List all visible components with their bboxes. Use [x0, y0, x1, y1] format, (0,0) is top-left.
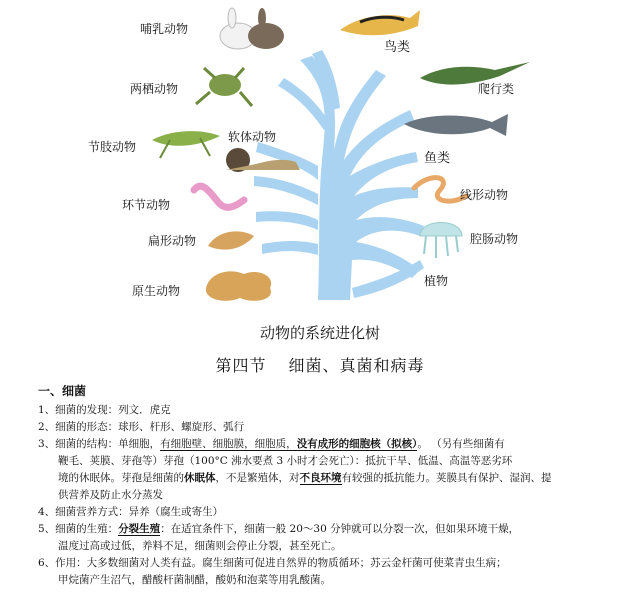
bird-illustration — [340, 10, 420, 35]
spore-text-3: 有较强的抵抗能力。荚膜具有保护、湿润、提 — [341, 472, 552, 484]
line-structure-cont2 — [38, 470, 628, 487]
label-flatworms: 扁形动物 — [148, 234, 197, 248]
line-structure — [38, 436, 628, 453]
label-fish: 鱼类 — [424, 151, 451, 166]
line-structure-cont1: 鞭毛、荚膜、芽孢等）芽孢（100°C 沸水要煮 3 小时才会死亡）：抵抗干旱、低温、高温等恶劣环 — [58, 455, 513, 467]
structure-extra: 。 （另有些细菌有 — [417, 438, 505, 450]
evolution-tree-trunk — [254, 50, 424, 300]
section-heading — [0, 353, 640, 376]
structure-parts: 有细胞壁、细胞膜，细胞质， — [160, 438, 297, 450]
label-plants: 植物 — [424, 274, 449, 288]
spore-dormant: 休眠体 — [184, 472, 216, 484]
amoeba-illustration — [206, 271, 271, 300]
spore-text-2: ，不是繁殖体，对 — [215, 472, 300, 484]
structure-intro: 3、细菌的结构：单细胞， — [38, 438, 161, 450]
line-role-cont: 甲烷菌产生沼气，醋酸杆菌制醋，酸奶和泡菜等用乳酸菌。 — [58, 574, 331, 586]
line-role: 6、作用：大多数细菌对人类有益。腐生细菌可促进自然界的物质循环；苏云金杆菌可使菜青虫生病； — [38, 557, 507, 569]
spore-text-1: 境的休眠体。芽孢是细菌的 — [58, 472, 184, 484]
reproduction-detail: ：在适宜条件下，细菌一般 20～30 分钟就可以分裂一次，但如果环境干燥， — [160, 523, 520, 535]
grasshopper-illustration — [152, 131, 220, 158]
label-annelids: 环节动物 — [122, 198, 171, 212]
subsection-heading: 一、细菌 — [38, 384, 87, 398]
flatworm-illustration — [208, 231, 254, 249]
reproduction-intro: 5、细菌的生殖： — [38, 523, 119, 535]
line-nutrition: 4、细菌营养方式：异养（腐生或寄生） — [38, 506, 224, 518]
section-title-text: 细菌、真菌和病毒 — [288, 356, 425, 375]
label-reptiles: 爬行类 — [478, 82, 515, 96]
label-amphibians: 两栖动物 — [130, 82, 179, 96]
tree-caption: 动物的系统进化树 — [259, 324, 380, 342]
label-protozoa: 原生动物 — [132, 284, 181, 298]
rabbit-illustration — [220, 8, 284, 49]
frog-illustration — [196, 68, 252, 106]
jellyfish-illustration — [420, 223, 462, 259]
structure-nucleoid: 没有成形的细胞核（拟核） — [296, 438, 418, 450]
label-mollusks: 软体动物 — [228, 130, 277, 144]
label-mammals: 哺乳动物 — [140, 22, 189, 36]
earthworm-illustration — [194, 186, 244, 207]
bacteria-notes — [38, 383, 628, 589]
line-discovery: 1、细菌的发现：列文．虎克 — [38, 404, 171, 416]
roundworm-illustration — [414, 178, 466, 202]
label-arthropods: 节肢动物 — [88, 140, 137, 154]
line-reproduction-cont: 温度过高或过低，养料不足，细菌则会停止分裂，甚至死亡。 — [58, 540, 342, 552]
label-nematodes: 线形动物 — [460, 188, 509, 202]
line-reproduction — [38, 521, 628, 538]
label-birds: 鸟类 — [384, 40, 411, 55]
line-structure-cont3: 供营养及防止水分蒸发 — [58, 489, 163, 501]
fish-illustration — [404, 114, 508, 136]
section-number: 第四节 — [215, 356, 267, 375]
label-coelenterates: 腔肠动物 — [470, 232, 519, 246]
spore-adverse: 不良环境 — [299, 472, 342, 484]
reproduction-fission: 分裂生殖 — [118, 523, 161, 535]
line-morphology: 2、细菌的形态：球形、杆形、螺旋形、弧行 — [38, 421, 245, 433]
